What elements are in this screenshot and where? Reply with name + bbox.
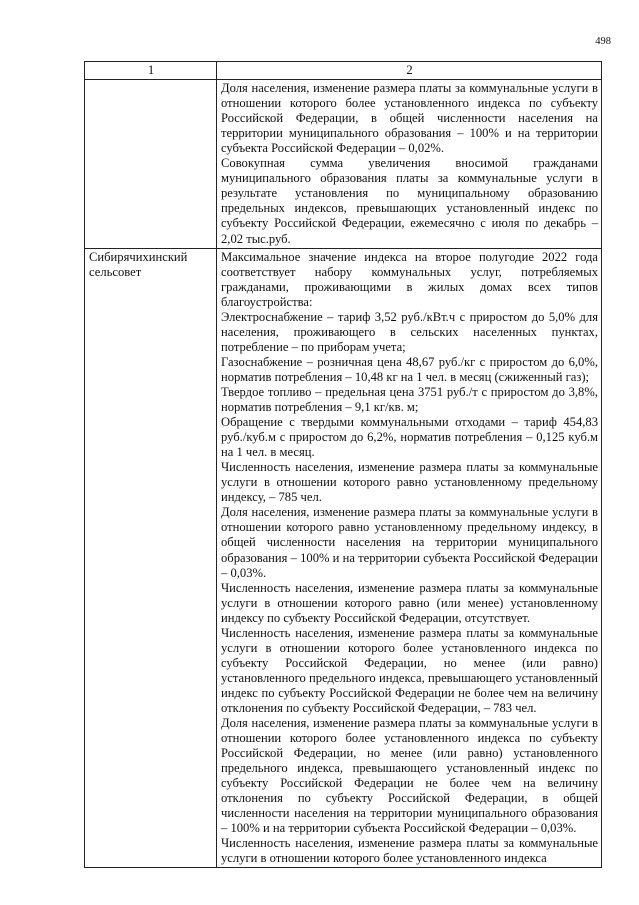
description-cell [217, 80, 602, 249]
column-header-1: 1 [85, 62, 217, 80]
tariff-table [84, 61, 602, 868]
paragraph: Электроснабжение – тариф 3,52 руб./кВт.ч с приростом до 5,0% для населения, проживающего в сельских населенных пунктах, потребление – по приборам учета; [221, 309, 598, 354]
paragraph: Доля населения, изменение размера платы за коммунальные услуги в отношении которого равно установленному предельному индексу, в общей численности населения на территории муниципального образования – 100% и на территории субъекта Российской Федерации – 0,03%. [221, 505, 598, 580]
table-row [85, 248, 602, 868]
column-header-2: 2 [217, 62, 602, 80]
municipality-cell [85, 80, 217, 249]
table-header-row [85, 62, 602, 80]
table-row [85, 80, 602, 249]
paragraph: Численность населения, изменение размера платы за коммунальные услуги в отношении которого более установленного индекса [221, 836, 598, 866]
paragraph: Доля населения, изменение размера платы за коммунальные услуги в отношении которого более установленного индекса по субъекту Российской Федерации, в общей численности населения на территории муниципального образования – 100% и на территории субъекта Российской Федерации – 0,02%. [221, 81, 598, 156]
paragraph: Совокупная сумма увеличения вносимой гражданами муниципального образования платы за коммунальные услуги в результате установления по муниципальному образованию предельных индексов, превышающих установленный индекс по субъекту Российской Федерации, ежемесячно с июля по декабрь – 2,02 тыс.руб. [221, 156, 598, 246]
paragraph: Численность населения, изменение размера платы за коммунальные услуги в отношении которого равно установленному предельному индексу, – 785 чел. [221, 460, 598, 505]
paragraph: Численность населения, изменение размера платы за коммунальные услуги в отношении которого равно (или менее) установленному индексу по субъекту Российской Федерации, отсутствует. [221, 580, 598, 625]
paragraph: Обращение с твердыми коммунальными отходами – тариф 454,83 руб./куб.м с приростом до 6,2%, норматив потребления – 0,125 куб.м на 1 чел. в месяц. [221, 415, 598, 460]
paragraph: Твердое топливо – предельная цена 3751 руб./т с приростом до 3,8%, норматив потребления – 9,1 кг/кв. м; [221, 384, 598, 415]
page-number: 498 [595, 36, 611, 47]
paragraph: Численность населения, изменение размера платы за коммунальные услуги в отношении которого более установленного индекса по субъекту Российской Федерации, но менее (или равно) установленного предельного индекса, превышающего установленный индекс по субъекту Российской Федерации не более чем на величину отклонения по субъекту Российской Федерации, – 783 чел. [221, 625, 598, 715]
description-cell [217, 248, 602, 868]
paragraph: Доля населения, изменение размера платы за коммунальные услуги в отношении которого более установленного индекса по субъекту Российской Федерации, но менее (или равно) установленного предельного индекса, превышающего установленный индекс по субъекту Российской Федерации не более чем на величину отклонения по субъекту Российской Федерации, в общей численности населения на территории муниципального образования – 100% и на территории субъекта Российской Федерации – 0,03%. [221, 716, 598, 836]
paragraph: Газоснабжение – розничная цена 48,67 руб./кг с приростом до 6,0%, норматив потребления – 10,48 кг на 1 чел. в месяц (сжиженный газ); [221, 354, 598, 384]
paragraph: Максимальное значение индекса на второе полугодие 2022 года соответствует набору коммунальных услуг, потребляемых гражданами, проживающими в жилых домах всех типов благоустройства: [221, 249, 598, 309]
municipality-cell: Сибирячихинский сельсовет [85, 248, 217, 868]
